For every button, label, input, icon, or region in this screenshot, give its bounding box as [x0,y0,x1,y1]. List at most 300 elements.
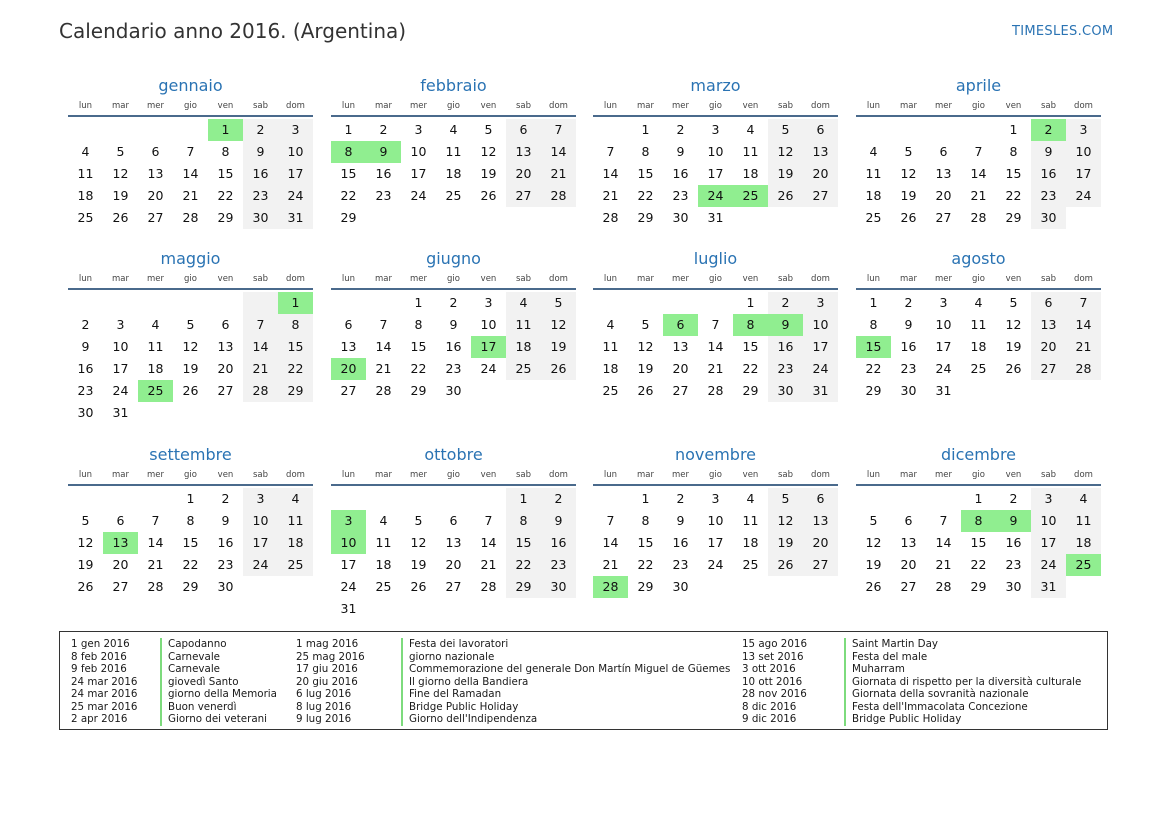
day-cell: 31 [1031,576,1066,598]
day-cell: 22 [1005,188,1022,203]
legend-date: 24 mar 2016 [71,688,138,700]
weekday-label: mar [637,470,654,480]
weekday-header [593,272,838,290]
day-cell: 3 [711,491,720,506]
weekday-label: dom [286,101,305,111]
weekday-label: dom [286,274,305,284]
empty-cell [331,488,366,510]
weekday-label: dom [811,101,830,111]
legend-date: 15 ago 2016 [742,638,807,650]
weekday-label: dom [549,274,568,284]
empty-cell [68,292,103,314]
weekday-label: mer [934,274,952,284]
weekday-label: gio [972,101,985,111]
month-name: aprile [955,76,1002,95]
month-maggio [68,248,313,424]
empty-cell [366,292,401,314]
day-cell: 16 [1031,163,1066,185]
day-cell: 6 [803,119,838,141]
day-cell: 14 [147,535,164,550]
weekday-header [68,99,313,117]
empty-cell [926,488,961,510]
day-cell: 7 [711,317,720,332]
weekday-label: gio [184,470,197,480]
day-cell: 6 [506,119,541,141]
day-cell: 22 [278,358,313,380]
day-cell: 27 [900,579,917,594]
day-cell: 18 [147,361,164,376]
day-cell: 24 [340,579,357,594]
day-cell: 8 [869,317,878,332]
page-title: Calendario anno 2016. (Argentina) [59,19,407,43]
day-cell: 14 [375,339,392,354]
day-cell: 29 [217,210,234,225]
day-cell: 29 [637,579,654,594]
day-cell: 24 [1066,185,1101,207]
day-cell: 13 [900,535,917,550]
month-name: agosto [951,249,1006,268]
weekday-label: lun [603,274,618,284]
day-cell: 26 [900,210,917,225]
day-cell: 15 [637,166,654,181]
empty-cell [471,488,506,510]
month-settembre [68,444,313,598]
day-cell: 15 [637,535,654,550]
day-cell: 11 [77,166,94,181]
legend-date-column [71,638,137,726]
weekday-label: lun [341,470,356,480]
month-marzo [593,75,838,229]
day-cell: 21 [602,557,619,572]
day-cell: 4 [869,144,878,159]
legend-holiday-name: Giornata della sovranità nazionale [844,688,1081,701]
day-grid [856,488,1101,598]
day-cell: 15 [506,532,541,554]
holiday-day-cell: 3 [331,510,366,532]
day-cell: 9 [1031,141,1066,163]
day-cell: 12 [112,166,129,181]
day-cell: 28 [935,579,952,594]
day-cell: 16 [672,535,689,550]
weekday-label: mer [934,101,952,111]
day-cell: 8 [506,510,541,532]
day-cell: 18 [506,336,541,358]
day-cell: 23 [541,554,576,576]
legend-date: 9 feb 2016 [71,663,127,675]
weekday-label: lun [866,470,881,480]
day-cell: 15 [970,535,987,550]
day-cell: 14 [243,336,278,358]
day-cell: 20 [803,163,838,185]
day-cell: 26 [182,383,199,398]
weekday-label: lun [78,274,93,284]
day-cell: 14 [970,166,987,181]
day-cell: 5 [768,488,803,510]
day-cell: 18 [375,557,392,572]
day-cell: 26 [480,188,497,203]
day-cell: 26 [1005,361,1022,376]
day-cell: 24 [278,185,313,207]
empty-cell [331,292,366,314]
legend-holiday-name: Capodanno [160,638,277,651]
legend-date: 1 mag 2016 [296,638,359,650]
day-cell: 11 [602,339,619,354]
day-cell: 5 [484,122,493,137]
weekday-header [856,468,1101,486]
legend-date: 1 gen 2016 [71,638,130,650]
day-cell: 21 [243,358,278,380]
day-cell: 18 [865,188,882,203]
weekday-label: dom [286,470,305,480]
day-cell: 23 [900,361,917,376]
weekday-label: sab [777,274,794,284]
holiday-day-cell: 8 [733,314,768,336]
weekday-label: lun [603,470,618,480]
holiday-day-cell: 1 [278,292,313,314]
day-cell: 14 [602,535,619,550]
weekday-label: ven [1005,470,1022,480]
month-name: ottobre [424,445,483,464]
day-cell: 25 [375,579,392,594]
weekday-label: gio [972,274,985,284]
day-cell: 6 [116,513,125,528]
empty-cell [436,488,471,510]
holiday-day-cell: 25 [1066,554,1101,576]
weekday-label: lun [341,274,356,284]
weekday-label: mar [637,274,654,284]
day-cell: 13 [672,339,689,354]
day-cell: 23 [1031,185,1066,207]
empty-cell [401,488,436,510]
day-cell: 30 [1005,579,1022,594]
empty-cell [103,292,138,314]
day-cell: 12 [541,314,576,336]
day-cell: 18 [742,166,759,181]
weekday-label: mar [637,101,654,111]
day-cell: 4 [506,292,541,314]
weekday-label: dom [549,470,568,480]
day-cell: 3 [1031,488,1066,510]
day-cell: 9 [449,317,458,332]
day-grid [331,488,576,620]
day-cell: 10 [803,314,838,336]
day-cell: 17 [410,166,427,181]
day-cell: 19 [900,188,917,203]
day-cell: 14 [182,166,199,181]
day-cell: 17 [1066,163,1101,185]
weekday-label: sab [252,274,269,284]
day-cell: 21 [935,557,952,572]
month-name: giugno [426,249,481,268]
day-cell: 4 [449,122,458,137]
day-cell: 23 [672,557,689,572]
month-febbraio [331,75,576,229]
holiday-day-cell: 13 [103,532,138,554]
day-cell: 24 [243,554,278,576]
weekday-label: ven [1005,101,1022,111]
month-gennaio [68,75,313,229]
day-cell: 21 [1066,336,1101,358]
month-name: luglio [693,249,738,268]
day-cell: 24 [480,361,497,376]
legend-date: 13 set 2016 [742,650,804,663]
day-cell: 20 [217,361,234,376]
empty-cell [208,292,243,314]
day-cell: 19 [480,166,497,181]
weekday-label: sab [1040,274,1057,284]
day-cell: 24 [935,361,952,376]
day-cell: 13 [506,141,541,163]
day-cell: 29 [1005,210,1022,225]
month-name: dicembre [940,445,1017,464]
month-name: settembre [149,445,232,464]
day-cell: 2 [676,491,685,506]
weekday-label: mar [375,101,392,111]
day-cell: 26 [541,358,576,380]
day-cell: 12 [768,141,803,163]
day-cell: 22 [217,188,234,203]
day-cell: 30 [768,380,803,402]
weekday-label: gio [972,470,985,480]
day-cell: 1 [1009,122,1018,137]
weekday-label: mer [409,101,427,111]
day-cell: 6 [803,488,838,510]
weekday-label: sab [777,470,794,480]
month-ottobre [331,444,576,620]
day-cell: 21 [147,557,164,572]
day-cell: 2 [768,292,803,314]
day-cell: 7 [1066,292,1101,314]
weekday-label: lun [866,101,881,111]
day-cell: 4 [81,144,90,159]
legend-date: 10 ott 2016 [742,675,803,688]
day-cell: 15 [1005,166,1022,181]
legend-holiday-name: Il giorno della Bandiera [401,676,730,689]
day-cell: 9 [676,513,685,528]
weekday-label: mer [671,470,689,480]
day-cell: 30 [1031,207,1066,229]
day-cell: 22 [340,188,357,203]
empty-cell [891,119,926,141]
day-cell: 31 [112,405,129,420]
day-cell: 4 [151,317,160,332]
day-cell: 14 [541,141,576,163]
day-cell: 10 [278,141,313,163]
day-cell: 16 [243,163,278,185]
legend-date: 20 giu 2016 [296,675,358,688]
weekday-label: mar [900,274,917,284]
weekday-label: gio [447,274,460,284]
legend-date: 25 mar 2016 [71,700,138,713]
weekday-label: sab [252,470,269,480]
day-cell: 25 [445,188,462,203]
weekday-label: gio [447,101,460,111]
day-cell: 15 [182,535,199,550]
weekday-label: mar [900,470,917,480]
holiday-day-cell: 2 [1031,119,1066,141]
day-cell: 12 [637,339,654,354]
day-cell: 17 [803,336,838,358]
day-cell: 8 [278,314,313,336]
day-cell: 29 [340,210,357,225]
day-cell: 7 [151,513,160,528]
empty-cell [138,292,173,314]
day-cell: 27 [935,210,952,225]
day-cell: 9 [904,317,913,332]
day-cell: 26 [77,579,94,594]
legend-date: 8 dic 2016 [742,700,797,713]
day-cell: 20 [803,532,838,554]
day-cell: 28 [541,185,576,207]
day-cell: 16 [900,339,917,354]
day-cell: 11 [865,166,882,181]
weekday-label: sab [1040,101,1057,111]
month-name: novembre [674,445,757,464]
weekday-label: mer [671,101,689,111]
legend-holiday-name: Bridge Public Holiday [401,701,730,714]
legend-holiday-name: Festa del male [844,651,1081,664]
weekday-label: sab [252,101,269,111]
day-cell: 21 [375,361,392,376]
day-cell: 14 [480,535,497,550]
holiday-legend [59,631,1108,730]
day-cell: 26 [637,383,654,398]
day-cell: 2 [81,317,90,332]
day-cell: 3 [939,295,948,310]
weekday-label: mar [112,101,129,111]
day-cell: 30 [672,210,689,225]
day-cell: 17 [278,163,313,185]
legend-date: 24 mar 2016 [71,675,138,688]
day-cell: 12 [77,535,94,550]
day-cell: 19 [768,163,803,185]
day-cell: 12 [768,510,803,532]
day-cell: 23 [768,358,803,380]
day-cell: 23 [1005,557,1022,572]
day-cell: 17 [935,339,952,354]
weekday-label: dom [1074,470,1093,480]
day-cell: 28 [970,210,987,225]
legend-date: 3 ott 2016 [742,663,796,675]
legend-holiday-name: Giornata di rispetto per la diversità culturale [844,676,1081,689]
weekday-header [68,272,313,290]
day-cell: 21 [707,361,724,376]
day-cell: 10 [480,317,497,332]
empty-cell [891,488,926,510]
day-cell: 5 [414,513,423,528]
day-cell: 21 [182,188,199,203]
day-cell: 19 [1005,339,1022,354]
day-cell: 1 [974,491,983,506]
day-grid [593,119,838,229]
day-cell: 1 [506,488,541,510]
day-cell: 16 [445,339,462,354]
legend-holiday-name: Bridge Public Holiday [844,713,1081,726]
day-cell: 22 [865,361,882,376]
empty-cell [103,119,138,141]
day-cell: 3 [484,295,493,310]
day-cell: 3 [414,122,423,137]
brand-link[interactable]: TIMESLES.COM [1012,24,1114,39]
weekday-header [331,468,576,486]
day-cell: 9 [81,339,90,354]
day-cell: 27 [112,579,129,594]
day-cell: 5 [1009,295,1018,310]
legend-holiday-name: giorno della Memoria [160,688,277,701]
day-cell: 3 [711,122,720,137]
day-cell: 24 [707,557,724,572]
weekday-header [331,99,576,117]
day-cell: 11 [970,317,987,332]
weekday-label: lun [866,274,881,284]
day-cell: 11 [147,339,164,354]
day-cell: 27 [445,579,462,594]
holiday-day-cell: 25 [138,380,173,402]
day-cell: 9 [541,510,576,532]
day-grid [68,292,313,424]
legend-holiday-name: giovedì Santo [160,676,277,689]
day-cell: 13 [217,339,234,354]
day-cell: 16 [1005,535,1022,550]
day-cell: 10 [112,339,129,354]
day-cell: 15 [742,339,759,354]
weekday-label: ven [480,101,497,111]
day-cell: 8 [186,513,195,528]
day-cell: 28 [1066,358,1101,380]
legend-date: 17 giu 2016 [296,663,358,675]
day-cell: 24 [410,188,427,203]
weekday-label: gio [184,101,197,111]
day-cell: 6 [344,317,353,332]
day-cell: 28 [243,380,278,402]
day-cell: 31 [935,383,952,398]
day-cell: 5 [116,144,125,159]
day-cell: 7 [484,513,493,528]
day-cell: 31 [803,380,838,402]
day-cell: 18 [1066,532,1101,554]
day-cell: 3 [243,488,278,510]
day-cell: 22 [970,557,987,572]
month-luglio [593,248,838,402]
legend-holiday-name: Commemorazione del generale Don Martín Miguel de Güemes [401,663,730,676]
day-cell: 4 [974,295,983,310]
month-name: gennaio [158,76,223,95]
legend-holiday-name: Festa dell'Immacolata Concezione [844,701,1081,714]
empty-cell [926,119,961,141]
weekday-label: gio [709,274,722,284]
holiday-day-cell: 25 [733,185,768,207]
day-cell: 24 [803,358,838,380]
day-cell: 13 [803,141,838,163]
day-cell: 31 [278,207,313,229]
day-cell: 26 [112,210,129,225]
day-cell: 30 [77,405,94,420]
legend-holiday-name: Giorno dei veterani [160,713,277,726]
day-cell: 27 [803,554,838,576]
day-cell: 4 [278,488,313,510]
empty-cell [68,488,103,510]
empty-cell [173,292,208,314]
day-cell: 7 [186,144,195,159]
day-cell: 13 [340,339,357,354]
empty-cell [243,292,278,314]
weekday-label: ven [742,101,759,111]
day-cell: 24 [112,383,129,398]
day-cell: 9 [221,513,230,528]
day-cell: 11 [445,144,462,159]
weekday-label: lun [603,101,618,111]
month-agosto [856,248,1101,402]
